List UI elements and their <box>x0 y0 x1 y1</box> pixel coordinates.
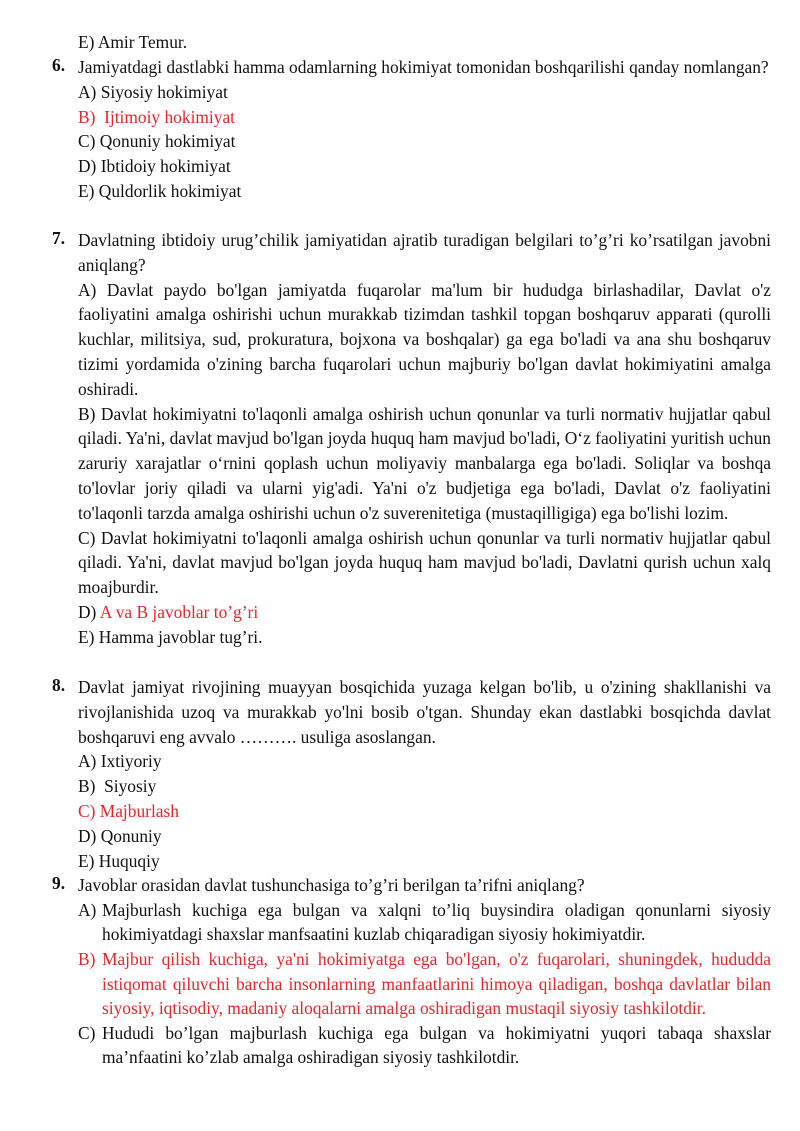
question-number: 9. <box>52 873 66 893</box>
option-a: A) Siyosiy hokimiyat <box>78 81 228 102</box>
option-e: E) Huquqiy <box>78 850 160 871</box>
option-text: Amir Temur. <box>97 32 188 52</box>
option-text: Majbur qilish kuchiga, ya'ni hokimiyatga ega bo'lgan, o'z fuqarolari, shuningdek, hududda istiqomat qiluvchi barcha insonlarning manfaatlarini himoya qiladigan, boshqa davlatlar bilan siyosiy, iqtisodiy, madaniy aloqalarni amalga oshiradigan mustaqil siyosiy tashkilotdir. <box>102 948 771 1019</box>
question-number: 7. <box>52 228 66 248</box>
question-8 <box>52 675 771 873</box>
previous-question-option-e <box>78 30 187 55</box>
question-number: 6. <box>52 55 66 75</box>
option-c: C) Qonuniy hokimiyat <box>78 131 236 152</box>
question-stem: Jamiyatdagi dastlabki hamma odamlarning hokimiyat tomonidan boshqarilishi qanday nomlangan? <box>78 57 769 77</box>
option-letter: A) <box>78 899 97 920</box>
question-number: 8. <box>52 675 66 695</box>
option-letter: C) <box>78 1022 96 1043</box>
option-b-correct <box>78 947 771 1021</box>
option-text: Hududi bo’lgan majburlash kuchiga ega bulgan va hokimiyatni yuqori tabaqa shaxslar ma’nfaatini ko’zlab amalga oshiradigan siyosiy tashkilotdir. <box>102 1022 771 1068</box>
question-6 <box>52 55 771 204</box>
option-letter: B) <box>78 948 96 969</box>
question-7 <box>52 228 771 650</box>
option-text: Majburlash kuchiga ega bulgan va xalqni to’liq buysindira oladigan qonunlarni siyosiy hokimiyatdagi shaxslar manfsaatini kuzlab chiqaradigan siyosiy hokimiyatdir. <box>102 899 771 945</box>
option-e: E) Hamma javoblar tug’ri. <box>78 626 263 647</box>
option-a <box>78 898 771 947</box>
question-stem: Davlatning ibtidoiy urug’chilik jamiyatidan ajratib turadigan belgilari to’g’ri ko’rsatilgan javobni aniqlang? <box>78 230 771 275</box>
option-b: B) Davlat hokimiyatni to'laqonli amalga oshirish uchun qonunlar va turli normativ hujjatlar qabul qiladi. Ya'ni, davlat mavjud bo'lgan joyda huquq ham mavjud bo'ladi, O‘z faoliyatini yuritish uchun zaruriy xarajatlar o‘rnini qoplash uchun moliyaviy manbalarga ega bo'ladi. Soliqlar va boshqa to'lovlar joriy qiladi va ularni yig'adi. Ya'ni o'z budjetiga ega bo'ladi, Davlat o'z faoliyatini to'laqonli tarzda amalga oshirishi uchun o'z suverenitetiga (mustaqilligiga) ega bo'lishi lozim. <box>78 403 771 523</box>
option-d: D) Qonuniy <box>78 825 162 846</box>
option-letter: E) <box>78 32 95 52</box>
option-a: A) Davlat paydo bo'lgan jamiyatda fuqarolar ma'lum bir hududga birlashadilar, Davlat o'z faoliyatini amalga oshirishi uchun murakkab tizimdan tashkil topgan boshqaruv apparati (qurolli kuchlar, militsiya, sud, prokuratura, bojxona va boshqalar) ga ega bo'ladi va ana shu boshqaruv tizimi yordamida o'zining barcha fuqarolari uchun majburiy bo'lgan davlat hokimiyatini amalga oshiradi. <box>78 279 771 399</box>
option-d: D) Ibtidoiy hokimiyat <box>78 156 231 177</box>
option-a: A) Ixtiyoriy <box>78 751 162 772</box>
question-stem: Javoblar orasidan davlat tushunchasiga to’g’ri berilgan ta’rifni aniqlang? <box>78 875 585 895</box>
option-c <box>78 1021 771 1070</box>
question-stem: Davlat jamiyat rivojining muayyan bosqichida yuzaga kelgan bo'lib, u o'zining shakllanishi va rivojlanishida uzoq va murakkab yo'lni bosib o'tgan. Shunday ekan dastlabki bosqichda davlat boshqaruvi eng avvalo ………. usuliga asoslangan. <box>78 677 771 747</box>
option-e: E) Quldorlik hokimiyat <box>78 180 242 201</box>
option-b: B) Siyosiy <box>78 776 157 797</box>
option-c: C) Davlat hokimiyatni to'laqonli amalga oshirish uchun qonunlar va turli normativ hujjatlar qabul qiladi. Ya'ni, davlat mavjud bo'lgan joyda huquq ham mavjud bo'ladi, Davlatni qurish uchun xalq moajburdir. <box>78 527 771 598</box>
option-c-correct: C) Majburlash <box>78 800 179 821</box>
question-9 <box>52 873 771 1070</box>
option-d-correct: D) A va B javoblar to’g’ri <box>78 601 259 622</box>
option-b-correct: B) Ijtimoiy hokimiyat <box>78 106 235 127</box>
